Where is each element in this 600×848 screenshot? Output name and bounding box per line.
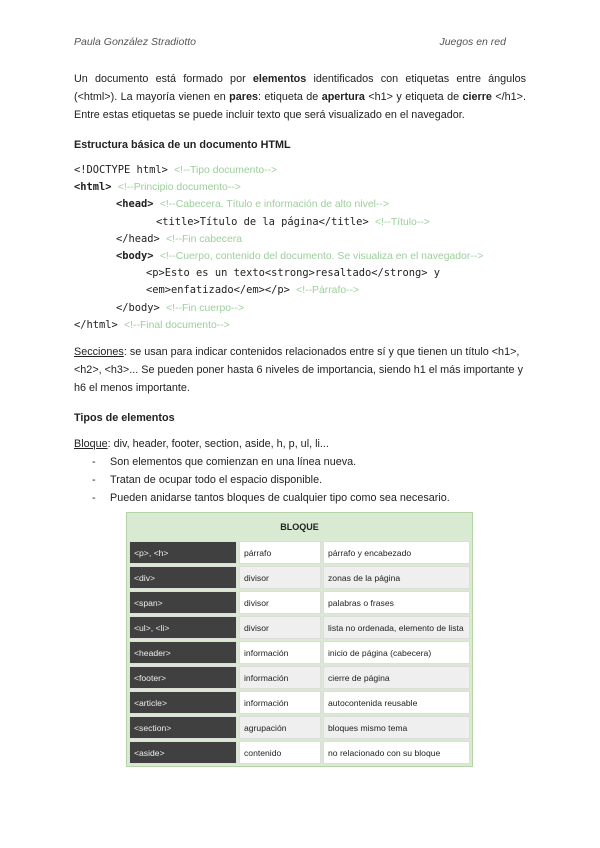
table-cell: lista no ordenada, elemento de lista — [323, 616, 470, 639]
table-cell: información — [239, 641, 321, 664]
table-cell: <header> — [129, 641, 237, 664]
author-name: Paula González Stradiotto — [74, 36, 196, 48]
table-cell: contenido — [239, 741, 321, 764]
table-cell: agrupación — [239, 716, 321, 739]
code-line: <title>Título de la página</title> <!--Título--> — [156, 215, 430, 228]
table-cell: <aside> — [129, 741, 237, 764]
table-row — [129, 691, 470, 714]
code-line: <!DOCTYPE html> <!--Tipo documento--> — [74, 164, 278, 176]
code-line: <em>enfatizado</em></p> <!--Párrafo--> — [146, 284, 360, 297]
table-cell: zonas de la página — [323, 566, 470, 589]
code-line: <body> <!--Cuerpo, contenido del documento. Se visualiza en el navegador--> — [116, 250, 484, 263]
table-cell: párrafo y encabezado — [323, 541, 470, 564]
table-cell: palabras o frases — [323, 591, 470, 614]
structure-heading: Estructura básica de un documento HTML — [74, 139, 291, 151]
block-elements-table — [126, 512, 473, 767]
table-cell: <footer> — [129, 666, 237, 689]
code-line: </html> <!--Final documento--> — [74, 318, 230, 331]
page-content — [74, 70, 526, 507]
block-list — [74, 453, 526, 507]
types-heading: Tipos de elementos — [74, 412, 175, 425]
table-row — [129, 666, 470, 689]
table-cell: <section> — [129, 716, 237, 739]
code-line: <html> <!--Principio documento--> — [74, 181, 241, 194]
sections-paragraph: Secciones: se usan para indicar contenidos relacionados entre sí y que tienen un título <h1>, <h2>, <h3>... Se pueden poner hasta 6 niveles de importancia, siendo h1 el más importante y h6 el menos importante. — [74, 346, 523, 395]
table-cell: <article> — [129, 691, 237, 714]
table-cell: divisor — [239, 616, 321, 639]
table-cell: <p>, <h> — [129, 541, 237, 564]
table-cell: información — [239, 666, 321, 689]
table-cell: inicio de página (cabecera) — [323, 641, 470, 664]
table-cell: <ul>, <li> — [129, 616, 237, 639]
table-row — [129, 716, 470, 739]
page-header — [74, 36, 506, 48]
table-row — [129, 566, 470, 589]
table-cell: información — [239, 691, 321, 714]
list-item: - Son elementos que comienzan en una línea nueva. — [92, 453, 526, 471]
intro-paragraph: Un documento está formado por elementos identificados con etiquetas entre ángulos (<html>). La mayoría vienen en pares: etiqueta de apertura <h1> y etiqueta de cierre </h1>. Entre estas etiquetas se puede incluir texto que será visualizado en el navegador. — [74, 73, 526, 121]
table-cell: no relacionado con su bloque — [323, 741, 470, 764]
table-row — [129, 741, 470, 764]
code-block — [74, 162, 526, 334]
table-row — [129, 541, 470, 564]
table-row — [129, 641, 470, 664]
table-cell: divisor — [239, 591, 321, 614]
code-line: <head> <!--Cabecera. Título e información de alto nivel--> — [116, 198, 389, 211]
table-row — [129, 616, 470, 639]
table-cell: bloques mismo tema — [323, 716, 470, 739]
code-line: </head> <!--Fin cabecera — [116, 232, 243, 245]
list-item: - Pueden anidarse tantos bloques de cualquier tipo como sea necesario. — [92, 489, 526, 507]
code-line: </body> <!--Fin cuerpo--> — [116, 301, 245, 314]
document-subject: Juegos en red — [439, 36, 506, 48]
table-cell: <span> — [129, 591, 237, 614]
table-cell: autocontenida reusable — [323, 691, 470, 714]
table-cell: párrafo — [239, 541, 321, 564]
table-cell: cierre de página — [323, 666, 470, 689]
table-row — [129, 591, 470, 614]
block-definition: Bloque: div, header, footer, section, aside, h, p, ul, li... — [74, 438, 329, 451]
table-title: BLOQUE — [129, 515, 470, 539]
table-cell: divisor — [239, 566, 321, 589]
code-line: <p>Esto es un texto<strong>resaltado</strong> y — [146, 267, 441, 280]
table-cell: <div> — [129, 566, 237, 589]
list-item: - Tratan de ocupar todo el espacio disponible. — [92, 471, 526, 489]
